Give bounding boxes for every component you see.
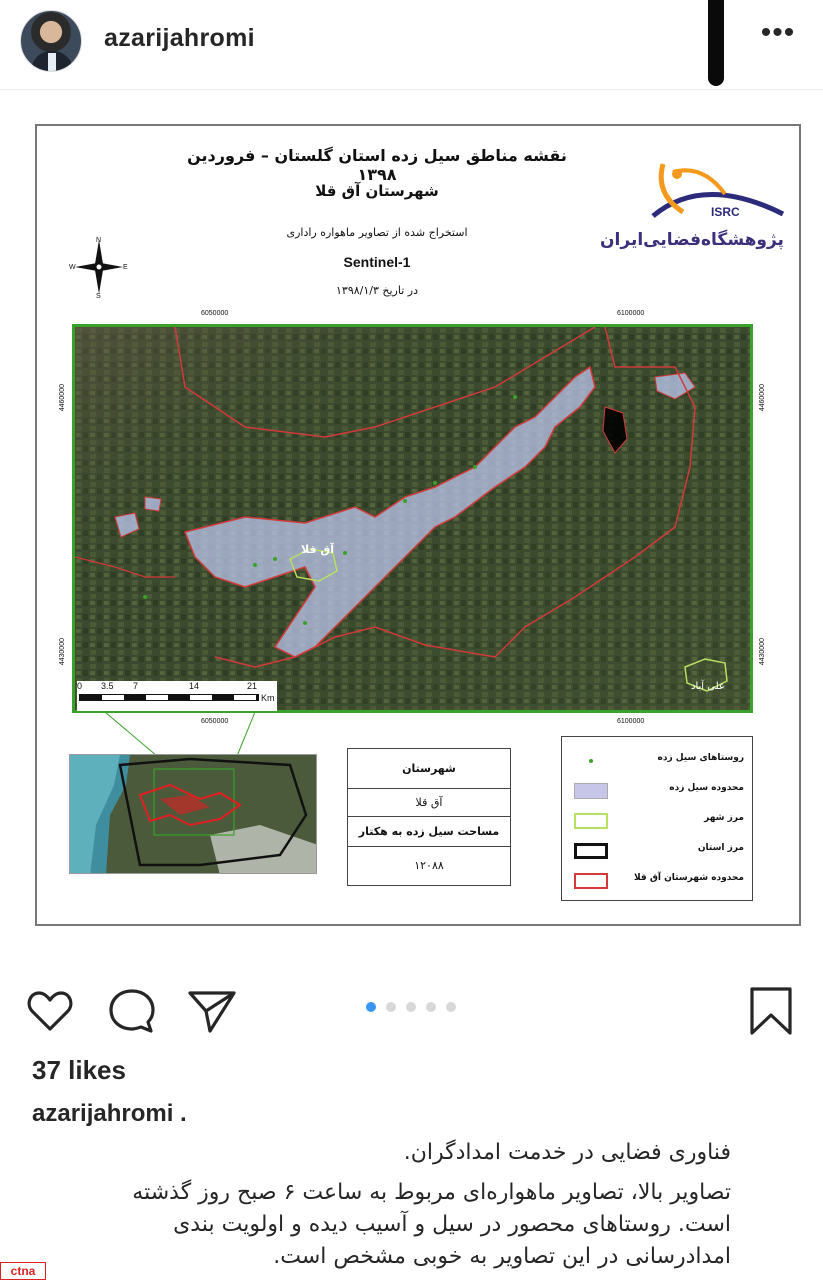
- legend-label: روستاهای سیل زده: [657, 753, 744, 763]
- legend-label: مرز استان: [697, 843, 744, 853]
- north-arrow-icon: [69, 236, 129, 298]
- compass-n: N: [96, 237, 102, 244]
- carousel-dot: [406, 1002, 416, 1012]
- county-info-table: [347, 748, 511, 886]
- bookmark-icon[interactable]: [746, 985, 798, 1037]
- caption-line: امدادرسانی در این تصاویر به خوبی مشخص است.: [273, 1244, 731, 1269]
- map-label-city: آق قلا: [301, 543, 334, 556]
- table-county: آق قلا: [348, 789, 510, 817]
- watermark-logo: ctna: [0, 1262, 46, 1280]
- satellite-map: [72, 324, 753, 713]
- scale-tick-1: 3.5: [101, 681, 114, 691]
- avatar[interactable]: [20, 10, 82, 72]
- caption-line: فناوری فضایی در خدمت امدادگران.: [403, 1140, 731, 1165]
- caption-username[interactable]: azarijahromi .: [32, 1100, 187, 1127]
- compass-w: W: [69, 264, 76, 271]
- map-source-text: استخراج شده از تصاویر ماهواره راداری: [286, 226, 468, 239]
- map-drawing: [75, 327, 750, 710]
- map-subtitle-county: شهرستان آق قلا: [315, 182, 439, 200]
- comment-icon[interactable]: [106, 985, 158, 1037]
- post-header: [0, 0, 823, 90]
- scale-unit: Km: [261, 693, 275, 703]
- post-image[interactable]: [0, 91, 823, 963]
- table-area-label: مساحت سیل زده به هکتار: [348, 817, 510, 847]
- table-header: شهرستان: [348, 749, 510, 789]
- legend-label: مرز شهر: [704, 813, 744, 823]
- legend-item: [570, 839, 748, 861]
- more-options-icon[interactable]: •••: [760, 16, 796, 49]
- carousel-dot: [366, 1002, 376, 1012]
- table-area-value: ۱۲۰۸۸: [414, 858, 444, 872]
- inset-overview-map: [69, 754, 317, 874]
- scale-tick-0: 0: [77, 681, 83, 691]
- post-username[interactable]: azarijahromi: [104, 24, 255, 52]
- compass-s: S: [96, 293, 101, 298]
- heart-icon[interactable]: [24, 985, 76, 1037]
- flood-swatch-icon: [574, 783, 608, 799]
- send-icon[interactable]: [186, 985, 238, 1037]
- caption-line: است. روستاهای محصور در سیل و آسیب دیده و اولویت بندی: [173, 1212, 731, 1237]
- coord-right-bottom: 4430000: [759, 638, 766, 666]
- coord-right-top: 4460000: [759, 384, 766, 412]
- inset-drawing: [70, 755, 317, 874]
- inset-connector: [97, 712, 297, 756]
- city-boundary-swatch-icon: [574, 813, 608, 829]
- coord-left-bottom: 4430000: [59, 638, 66, 666]
- scale-tick-2: 7: [133, 681, 139, 691]
- scale-bar: [77, 681, 277, 711]
- carousel-dot: [446, 1002, 456, 1012]
- scale-track: [79, 694, 259, 701]
- redaction-bar: [708, 0, 724, 86]
- legend-item: [570, 779, 748, 801]
- isrc-name: پژوهشگاه‌فضایی‌ایران: [600, 230, 784, 250]
- carousel-indicator: [364, 1000, 464, 1014]
- sensor-name: Sentinel-1: [343, 254, 411, 270]
- legend-item: [570, 869, 748, 891]
- province-boundary-swatch-icon: [574, 843, 608, 859]
- coord-top-left: 6050000: [201, 310, 229, 317]
- compass-e: E: [123, 264, 128, 271]
- map-date: در تاریخ ۱۳۹۸/۱/۳: [336, 284, 418, 297]
- coord-bottom-right: 6100000: [617, 718, 645, 725]
- legend-item: [570, 749, 748, 771]
- isrc-acronym: ISRC: [711, 205, 740, 219]
- scale-tick-3: 14: [189, 681, 200, 691]
- legend-item: [570, 809, 748, 831]
- carousel-dot: [426, 1002, 436, 1012]
- map-label-city2: علی آباد: [691, 681, 725, 692]
- carousel-dot: [386, 1002, 396, 1012]
- scale-tick-4: 21: [247, 681, 258, 691]
- coord-bottom-left: 6050000: [201, 718, 229, 725]
- map-legend: [561, 736, 753, 901]
- caption-line: تصاویر بالا، تصاویر ماهواره‌ای مربوط به ساعت ۶ صبح روز گذشته: [132, 1180, 731, 1205]
- coord-top-right: 6100000: [617, 310, 645, 317]
- legend-label: محدوده سیل زده: [669, 783, 744, 793]
- legend-label: محدوده شهرستان آق قلا: [633, 873, 744, 883]
- likes-count[interactable]: 37 likes: [32, 1055, 126, 1085]
- county-boundary-swatch-icon: [574, 873, 608, 889]
- map-title: نقشه مناطق سیل زده استان گلستان – فروردین ۱۳۹۸: [187, 146, 567, 184]
- flood-map-poster: [35, 124, 801, 926]
- post-actions: [0, 963, 823, 1053]
- village-dot-icon: [574, 753, 608, 769]
- coord-left-top: 4460000: [59, 384, 66, 412]
